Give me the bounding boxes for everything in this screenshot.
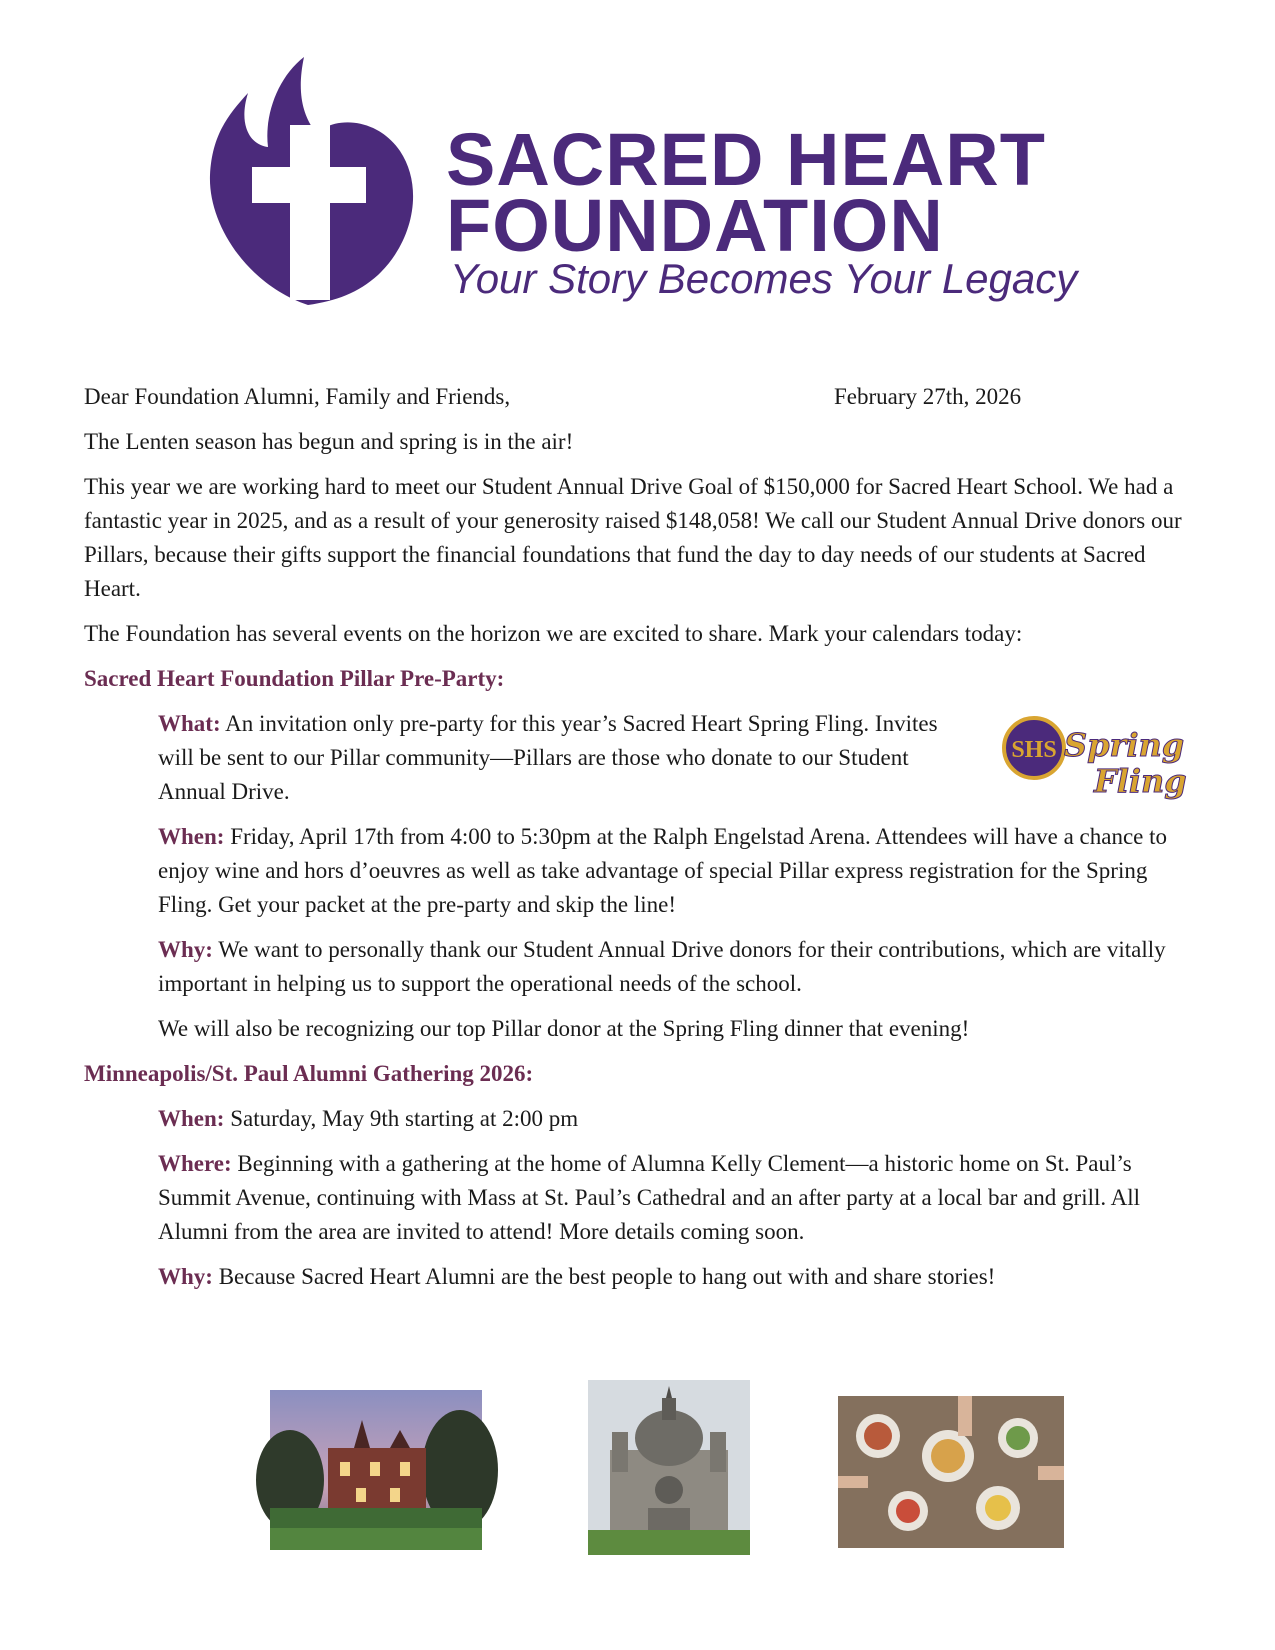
where-text: Beginning with a gathering at the home of Alumna Kelly Clement—a historic home on St. Paul’s Summit Avenue, continuing with Mass at St. Paul’s Cathedral and an after party at a local bar and grill. All Alumni from the area are invited to attend! More details coming soon. — [158, 1151, 1140, 1244]
foundation-name-line2: FOUNDATION — [446, 184, 944, 267]
summit-avenue-home-photo — [270, 1390, 482, 1550]
where-label: Where: — [158, 1151, 232, 1176]
foundation-tagline: Your Story Becomes Your Legacy — [450, 255, 1078, 302]
spring-fling-logo — [1002, 712, 1187, 802]
events-intro-paragraph: The Foundation has several events on the horizon we are excited to share. Mark your calendars today: — [84, 621, 1023, 646]
badge-word-fling: Fling — [1094, 762, 1187, 800]
when-text: Saturday, May 9th starting at 2:00 pm — [224, 1106, 579, 1131]
why-text: Because Sacred Heart Alumni are the best people to hang out with and share stories! — [212, 1264, 996, 1289]
badge-monogram: SHS — [1011, 737, 1057, 763]
alumni-gathering-heading: Minneapolis/St. Paul Alumni Gathering 2026: — [84, 1061, 534, 1086]
salutation: Dear Foundation Alumni, Family and Friends, — [84, 384, 511, 409]
why-label: Why: — [158, 1264, 213, 1289]
foundation-logo — [208, 55, 1088, 315]
heart-cross-icon — [208, 55, 428, 315]
when-label: When: — [158, 824, 225, 849]
pre-party-heading: Sacred Heart Foundation Pillar Pre-Party: — [84, 666, 505, 691]
pre-party-why — [158, 933, 1194, 1001]
drive-paragraph: This year we are working hard to meet our Student Annual Drive Goal of $150,000 for Sacred Heart School. We had a fantastic year in 2025, and as a result of your generosity raised $148,058! We call our Student Annual Drive donors our Pillars, because their gifts support the financial foundations that fund the day to day needs of our students at Sacred Heart. — [84, 474, 1182, 601]
gathering-where — [158, 1147, 1194, 1249]
st-pauls-cathedral-photo — [588, 1380, 750, 1555]
letter-date: February 27th, 2026 — [834, 384, 1022, 409]
why-label: Why: — [158, 937, 213, 962]
bar-and-grill-gathering-photo — [838, 1396, 1064, 1548]
badge-word-spring: Spring — [1064, 726, 1185, 764]
when-text: Friday, April 17th from 4:00 to 5:30pm at the Ralph Engelstad Arena. Attendees will have a chance to enjoy wine and hors d’oeuvres as well as take advantage of special Pillar express registration for the Spring Fling. Get your packet at the pre-party and skip the line! — [158, 824, 1168, 917]
salutation-row — [84, 380, 1194, 414]
gathering-when — [158, 1102, 1194, 1136]
intro-paragraph: The Lenten season has begun and spring is in the air! — [84, 429, 574, 454]
why-text: We want to personally thank our Student Annual Drive donors for their contributions, which are vitally important in helping us to support the operational needs of the school. — [158, 937, 1166, 996]
what-text: An invitation only pre-party for this year’s Sacred Heart Spring Fling. Invites will be sent to our Pillar community—Pillars are those who donate to our Student Annual Drive. — [158, 711, 938, 804]
gathering-why — [158, 1260, 1194, 1294]
foundation-name-line1: SACRED HEART — [446, 118, 1046, 201]
what-label: What: — [158, 711, 221, 736]
letter-body — [84, 380, 1194, 1305]
pre-party-when — [158, 820, 1194, 922]
when-label: When: — [158, 1106, 225, 1131]
pre-party-recognition: We will also be recognizing our top Pillar donor at the Spring Fling dinner that evening! — [158, 1016, 970, 1041]
alumni-gathering-details — [84, 1102, 1194, 1294]
foundation-name — [446, 118, 1046, 267]
